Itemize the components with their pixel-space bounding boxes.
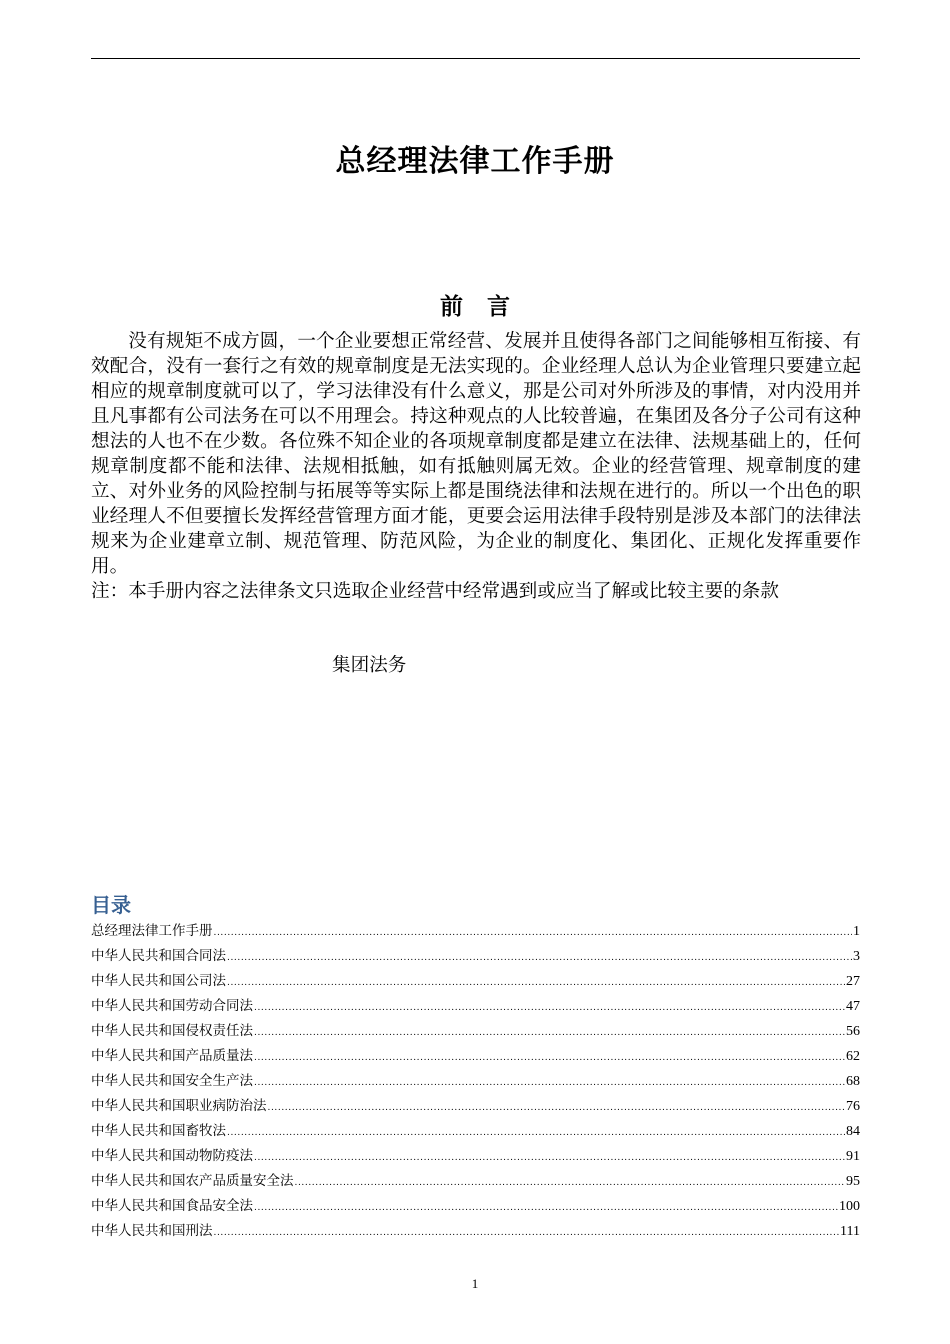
toc-leader-dots (254, 1071, 845, 1096)
document-title: 总经理法律工作手册 (335, 144, 615, 179)
toc-leader-dots (254, 996, 845, 1021)
header-rule (91, 58, 860, 59)
toc-entry[interactable] (91, 1094, 860, 1119)
toc-entry-page: 1 (853, 924, 860, 939)
toc-leader-dots (214, 1221, 840, 1246)
toc-entry-title: 中华人民共和国刑法 (91, 1223, 213, 1239)
preface-heading (0, 288, 950, 321)
toc-entry[interactable] (91, 1044, 860, 1069)
toc-leader-dots (214, 921, 853, 946)
toc-entry-title: 中华人民共和国动物防疫法 (91, 1148, 253, 1164)
toc-leader-dots (254, 1146, 845, 1171)
toc-leader-dots (268, 1096, 846, 1121)
toc-heading: 目录 (91, 893, 131, 917)
toc-entry-page: 3 (853, 949, 860, 964)
toc-leader-dots (227, 946, 852, 971)
signature: 集团法务 (332, 655, 407, 676)
preface-paragraph: 没有规矩不成方圆，一个企业要想正常经营、发展并且使得各部门之间能够相互衔接、有效配合，没有一套行之有效的规章制度是无法实现的。企业经理人总认为企业管理只要建立起相应的规章制度就可以了，学习法律没有什么意义，那是公司对外所涉及的事情，对内没用并且凡事都有公司法务在可以不用理会。持这种观点的人比较普遍，在集团及各分子公司有这种想法的人也不在少数。各位殊不知企业的各项规章制度都是建立在法律、法规基础上的，任何规章制度都不能和法律、法规相抵触，如有抵触则属无效。企业的经营管理、规章制度的建立、对外业务的风险控制与拓展等等实际上都是围绕法律和法规在进行的。所以一个出色的职业经理人不但要擅长发挥经营管理方面才能，更要会运用法律手段特别是涉及本部门的法律法规来为企业建章立制、规范管理、防范风险，为企业的制度化、集团化、正规化发挥重要作用。 (91, 331, 861, 577)
toc-entry[interactable] (91, 1069, 860, 1094)
preface-note: 注：本手册内容之法律条文只选取企业经营中经常遇到或应当了解或比较主要的条款 (91, 581, 779, 602)
toc-entry[interactable] (91, 1219, 860, 1244)
toc-entry-page: 100 (839, 1199, 860, 1214)
table-of-contents (91, 919, 860, 1244)
toc-leader-dots (254, 1021, 845, 1046)
toc-entry-page: 68 (846, 1074, 860, 1089)
toc-leader-dots (254, 1196, 838, 1221)
toc-entry-title: 中华人民共和国职业病防治法 (91, 1098, 267, 1114)
toc-entry[interactable] (91, 919, 860, 944)
toc-entry[interactable] (91, 994, 860, 1019)
toc-entry[interactable] (91, 1019, 860, 1044)
toc-entry[interactable] (91, 1194, 860, 1219)
preface-heading-text: 前言 (440, 294, 534, 320)
toc-leader-dots (295, 1171, 846, 1196)
toc-entry-title: 中华人民共和国侵权责任法 (91, 1023, 253, 1039)
toc-entry[interactable] (91, 1169, 860, 1194)
toc-entry-page: 62 (846, 1049, 860, 1064)
toc-leader-dots (254, 1046, 845, 1071)
toc-leader-dots (227, 971, 845, 996)
toc-entry-page: 56 (846, 1024, 860, 1039)
toc-entry[interactable] (91, 944, 860, 969)
toc-entry-title: 中华人民共和国安全生产法 (91, 1073, 253, 1089)
toc-entry-title: 中华人民共和国公司法 (91, 973, 226, 989)
toc-entry-title: 中华人民共和国劳动合同法 (91, 998, 253, 1014)
toc-entry-page: 27 (846, 974, 860, 989)
toc-entry[interactable] (91, 1119, 860, 1144)
toc-entry-page: 95 (846, 1174, 860, 1189)
toc-leader-dots (227, 1121, 845, 1146)
toc-entry-page: 84 (846, 1124, 860, 1139)
toc-entry-page: 91 (846, 1149, 860, 1164)
toc-entry-page: 76 (846, 1099, 860, 1114)
page-number: 1 (471, 1276, 479, 1291)
toc-entry-page: 47 (846, 999, 860, 1014)
toc-entry[interactable] (91, 1144, 860, 1169)
toc-entry[interactable] (91, 969, 860, 994)
preface-body (91, 329, 861, 604)
toc-entry-title: 中华人民共和国合同法 (91, 948, 226, 964)
toc-entry-page: 111 (840, 1224, 860, 1239)
toc-entry-title: 中华人民共和国食品安全法 (91, 1198, 253, 1214)
toc-entry-title: 总经理法律工作手册 (91, 923, 213, 939)
toc-entry-title: 中华人民共和国畜牧法 (91, 1123, 226, 1139)
toc-entry-title: 中华人民共和国农产品质量安全法 (91, 1173, 294, 1189)
toc-entry-title: 中华人民共和国产品质量法 (91, 1048, 253, 1064)
